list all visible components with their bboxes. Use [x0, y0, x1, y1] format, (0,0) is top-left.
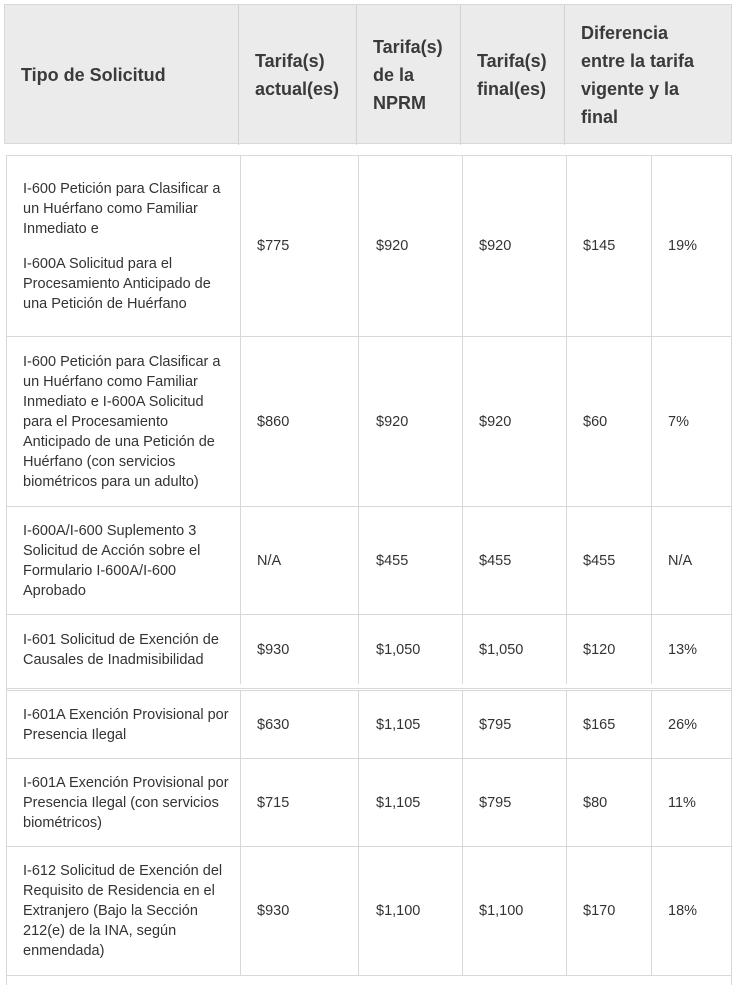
header-tarifa-actual [239, 5, 357, 145]
cell-final-fee: $920 [463, 337, 567, 506]
desc-text [23, 630, 234, 670]
header-col2-line: actual(es) [255, 79, 340, 99]
cell-tipo [7, 337, 241, 506]
cell-current-fee: $775 [241, 156, 359, 336]
header-col4-line: Tarifa(s) [477, 51, 547, 71]
cell-difference: $145 [567, 156, 652, 336]
header-tarifa-nprm [357, 5, 461, 145]
desc-paragraph: I-601A Exención Provisional por Presencia Ilegal [23, 706, 229, 743]
desc-paragraph: I-600 Petición para Clasificar a un Huérfano como Familiar Inmediato e I-600A Solicitud para el Procesamiento Anticipado de una Petición de Huérfano (con servicios biométricos para un adulto) [23, 353, 221, 490]
cell-tipo [7, 507, 241, 614]
desc-paragraph: I-600A Solicitud para el Procesamiento Anticipado de una Petición de Huérfano [23, 255, 211, 312]
cell-tipo [7, 615, 241, 684]
header-tipo-de-solicitud [5, 5, 239, 145]
cell-tipo [7, 759, 241, 846]
header-col3-line: Tarifa(s) [373, 37, 443, 57]
table-row [7, 688, 731, 758]
cell-difference: $170 [567, 847, 652, 975]
table-row [7, 614, 731, 684]
header-diferencia [565, 5, 731, 145]
table-row [7, 846, 731, 976]
header-col2-text [255, 47, 339, 103]
cell-nprm-fee: $1,105 [359, 759, 463, 846]
header-col3-line: NPRM [373, 93, 426, 113]
cell-nprm-fee: $920 [359, 156, 463, 336]
cell-nprm-fee: $1,050 [359, 615, 463, 684]
cell-final-fee: $1,100 [463, 847, 567, 975]
desc-paragraph: I-600A/I-600 Suplemento 3 Solicitud de Acción sobre el Formulario I-600A/I-600 Aprobado [23, 522, 201, 599]
header-col5-line: entre la tarifa [581, 51, 695, 71]
cell-difference: $60 [567, 337, 652, 506]
header-col5-text [581, 19, 694, 131]
header-col2-line: Tarifa(s) [255, 51, 325, 71]
cell-difference: $80 [567, 759, 652, 846]
desc-paragraph: I-612 Solicitud de Exención del Requisito de Residencia en el Extranjero (Bajo la Sección 212(e) de la INA, según enmendada) [23, 863, 223, 959]
cell-difference: $455 [567, 507, 652, 614]
desc-paragraph: I-600 Petición para Clasificar a un Huérfano como Familiar Inmediato e [23, 180, 221, 237]
cell-nprm-fee: $1,105 [359, 691, 463, 758]
cell-tipo [7, 847, 241, 975]
header-col1-line: Tipo de Solicitud [21, 65, 166, 85]
cell-final-fee: $1,050 [463, 615, 567, 684]
header-col4-line: final(es) [477, 79, 547, 99]
cell-current-fee: $630 [241, 691, 359, 758]
cell-current-fee: $930 [241, 847, 359, 975]
table-row [7, 336, 731, 506]
desc-text [23, 352, 234, 492]
cell-final-fee: $795 [463, 759, 567, 846]
cell-current-fee: $860 [241, 337, 359, 506]
cell-tipo [7, 691, 241, 758]
fee-table-body [6, 155, 732, 985]
table-row [7, 506, 731, 614]
table-row [7, 155, 731, 336]
cell-tipo [7, 156, 241, 336]
header-col5-line: vigente y la [581, 79, 680, 99]
desc-text [23, 705, 234, 745]
cell-percent: N/A [668, 552, 693, 569]
table-row [7, 758, 731, 846]
header-col3-text [373, 33, 443, 117]
desc-text [23, 521, 234, 601]
desc-paragraph: I-601A Exención Provisional por Presencia Ilegal (con servicios biométricos) [23, 774, 229, 831]
desc-text [23, 179, 234, 314]
header-col4-text [477, 47, 547, 103]
cell-percent: 18% [668, 903, 698, 919]
table-header [4, 4, 732, 144]
header-col5-line: final [581, 107, 619, 127]
cell-percent: 7% [668, 413, 689, 430]
cell-difference: $165 [567, 691, 652, 758]
header-col5-line: Diferencia [581, 23, 669, 43]
cell-final-fee: $795 [463, 691, 567, 758]
cell-nprm-fee: $455 [359, 507, 463, 614]
cell-percent: 26% [668, 716, 698, 733]
cell-current-fee: N/A [241, 507, 359, 614]
header-tarifa-final [461, 5, 565, 145]
cell-final-fee: $455 [463, 507, 567, 614]
cell-percent: 13% [668, 641, 698, 658]
cell-percent: 19% [668, 238, 698, 254]
desc-text [23, 773, 234, 833]
desc-paragraph: I-601 Solicitud de Exención de Causales de Inadmisibilidad [23, 631, 219, 668]
cell-current-fee: $715 [241, 759, 359, 846]
cell-percent: 11% [668, 794, 696, 811]
header-col1-text [21, 61, 166, 89]
header-col3-line: de la [373, 65, 415, 85]
cell-difference: $120 [567, 615, 652, 684]
cell-final-fee: $920 [463, 156, 567, 336]
cell-nprm-fee: $1,100 [359, 847, 463, 975]
cell-nprm-fee: $920 [359, 337, 463, 506]
cell-current-fee: $930 [241, 615, 359, 684]
desc-text [23, 861, 234, 961]
